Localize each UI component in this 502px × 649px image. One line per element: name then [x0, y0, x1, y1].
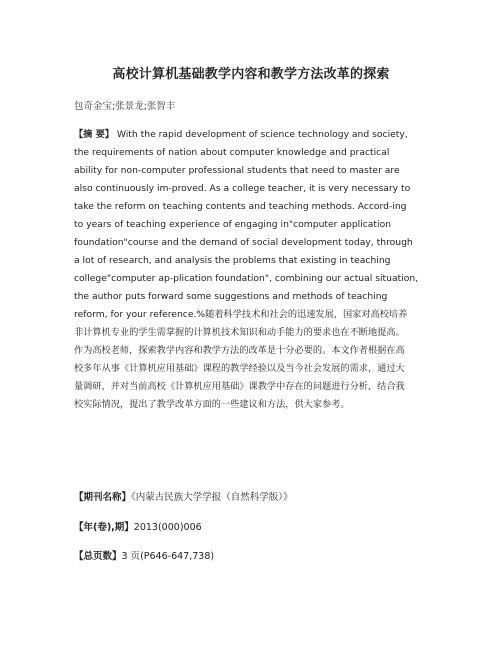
abstract-text: With the rapid development of science technology and society,	[116, 129, 408, 140]
abstract-line: 非计算机专业的学生需掌握的计算机技术知识和动手能力的要求也在不断地提高。	[74, 327, 405, 338]
abstract-block	[74, 126, 436, 414]
paper-title: 高校计算机基础教学内容和教学方法改革的探索	[112, 67, 390, 82]
journal-name-row	[74, 489, 293, 503]
page-count-value: 3 页(P646-647,738)	[121, 551, 215, 562]
abstract-line: college"computer ap-plication foundation", combining our actual situation,	[74, 273, 419, 284]
abstract-line: 量调研，并对当前高校《计算机应用基础》课教学中存在的问题进行分析，结合我	[74, 381, 405, 392]
abstract-label: 【摘 要】	[74, 129, 114, 140]
page-count-label: 【总页数】	[74, 551, 122, 562]
abstract-line	[74, 126, 436, 144]
abstract-line: also continuously im-proved. As a college teacher, it is very necessary to	[74, 183, 411, 194]
abstract-line: 作为高校老师，探索教学内容和教学方法的改革是十分必要的。本文作者根据在高	[74, 345, 405, 356]
journal-name-label: 【期刊名称】	[74, 492, 132, 503]
abstract-line: reform, for your reference.%随着科学技术和社会的迅速发展，国家对高校培养	[74, 309, 408, 320]
abstract-line: to years of teaching experience of engaging in"computer application	[74, 219, 392, 230]
abstract-line: 校多年从事《计算机应用基础》课程的教学经验以及当今社会发展的需求，通过大	[74, 363, 405, 374]
page-count-row	[74, 548, 214, 562]
journal-name-value: 《内蒙古民族大学学报（自然科学版）》	[131, 492, 293, 503]
issue-value: 2013(000)006	[133, 522, 202, 533]
abstract-line: ability for non-computer professional students that need to master are	[74, 165, 400, 176]
abstract-line: the requirements of nation about computer knowledge and practical	[74, 147, 390, 158]
paper-authors: 包奇金宝;张景龙;张智丰	[74, 101, 176, 112]
abstract-line: take the reform on teaching contents and teaching methods. Accord-ing	[74, 201, 407, 212]
abstract-line: a lot of research, and analysis the problems that existing in teaching	[74, 255, 391, 266]
abstract-line: foundation"course and the demand of social development today, through	[74, 237, 413, 248]
issue-label: 【年(卷),期】	[74, 522, 134, 533]
abstract-line: 校实际情况，提出了教学改革方面的一些建议和方法，供大家参考。	[74, 399, 350, 410]
issue-row	[74, 519, 202, 533]
abstract-line: the author puts forward some suggestions and methods of teaching	[74, 291, 388, 302]
